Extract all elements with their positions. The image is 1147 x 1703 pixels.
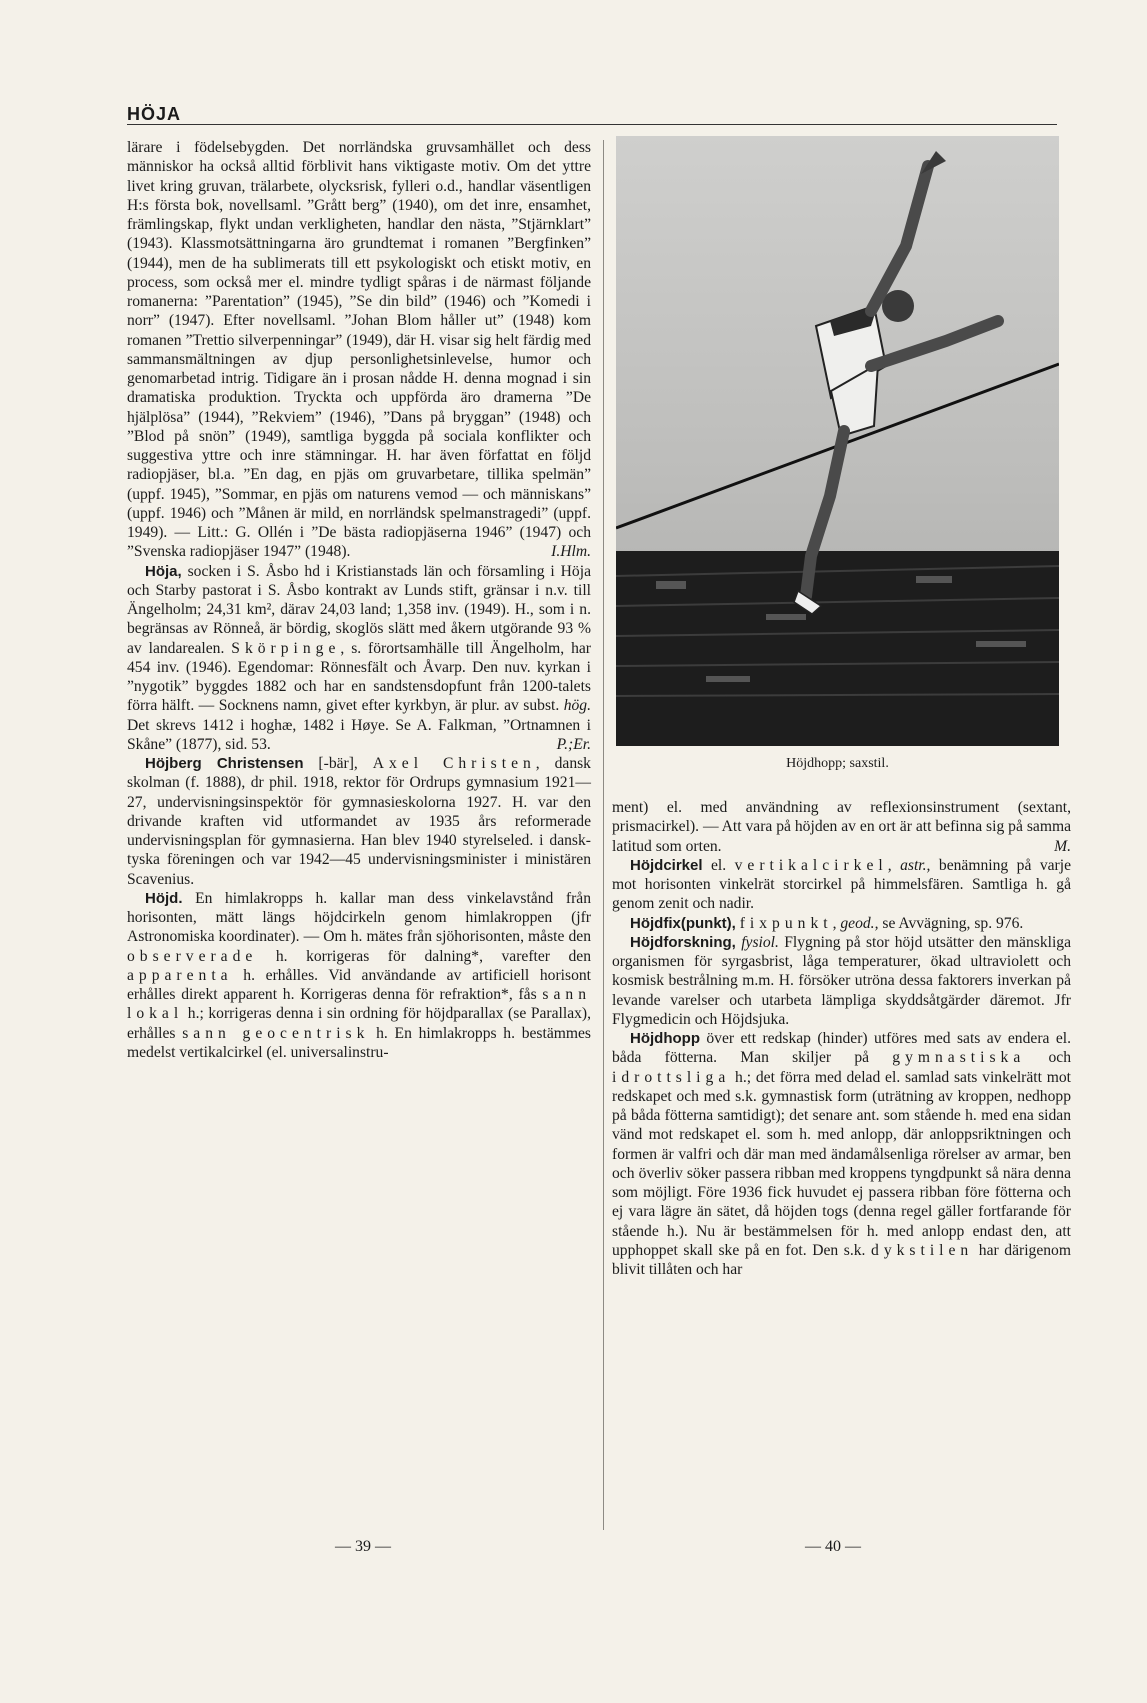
headword-hojberg: Höjberg Christensen	[145, 755, 304, 772]
page-number-left: — 39 —	[335, 1538, 391, 1555]
headword-hojd: Höjd.	[145, 889, 183, 907]
headword-hojdcirkel: Höjdcirkel	[630, 856, 703, 874]
entry-hojberg-christensen: Höjberg Christensen [-bär], Axel Christen, dansk skolman (f. 1888), dr phil. 1918, rektor för Ordrups gymnasium 1921—27, undervisningsinspektör för gymnasieskolorna 1927. H. var den drivande kraften vid utformandet av 1935 års reformerade undervisningsplan för gymnasierna. Han blev 1940 styrelseled. i dansk-tyska föreningen och var 1942—45 undervisningsminister i ministären Scavenius.	[127, 755, 591, 888]
entry-hoja: Höja, socken i S. Åsbo hd i Kristianstads län och församling i Höja och Starby pastorat i S. Åsbo kontrakt av Lunds stift, gränsar i n.v. till Ängelholm; 24,31 km², därav 24,03 land; 1,358 inv. (1949). H., som i n. begränsas av Rönneå, är bördig, skoglös slätt med åkern utgörande 93 % av landarealen. Skörpinge, s. förortsamhälle till Ängelholm, har 454 inv. (1946). Egendomar: Rönnesfält och Åvarp. Den nuv. kyrkan i ”nygotik” byggdes 1882 och har en sandstensdopfunt från 1200-talets förra hälft. — Socknens namn, givet efter kyrkbyn, är plur. av subst. hög. Det skrevs 1412 i hoghæ, 1482 i Høye. Se A. Falkman, ”Ortnamnen i Skåne” (1877), sid. 53. P.;Er.	[127, 562, 591, 753]
author-signature: I.Hlm.	[551, 543, 591, 561]
entry-hojdfix: Höjdfix(punkt), fixpunkt, geod., se Avvägning, sp. 976.	[630, 914, 1024, 932]
entry-hojdforskning: Höjdforskning, fysiol. Flygning på stor höjd utsätter den mänskliga organismen för syrgasbrist, låga temperaturer, ökad ultraviolett och kosmisk bestrålning m.m. H. försöker utröna dessa faktorers inverkan på levande varelser och utarbeta lämpliga skyddsåtgärder däremot. Jfr Flygmedicin och Höjdsjuka.	[612, 933, 1071, 1028]
headword-hoja: Höja,	[145, 562, 182, 580]
running-head: HÖJA	[127, 104, 182, 124]
entry-hojdcirkel: Höjdcirkel el. vertikalcirkel, astr., benämning på varje mot horisonten vinkelrät storcirkel på himmelsfären. Samtliga h. gå genom zenit och nadir.	[612, 856, 1071, 913]
headword-hojdhopp: Höjdhopp	[630, 1030, 700, 1047]
left-column	[127, 138, 591, 1062]
paragraph-hojd-continued: ment) el. med användning av reflexionsinstrument (sextant, prismacirkel). — Att vara på höjden av en ort är att befinna sig på samma latitud som orten. M.	[612, 799, 1071, 855]
high-jump-photo	[616, 136, 1059, 746]
running-head-rule	[127, 104, 1057, 125]
headword-hojdfix: Höjdfix(punkt),	[630, 914, 736, 932]
paragraph-hulden-continued: lärare i födelsebygden. Det norrländska gruvsamhället och dess människor ha också alltid förblivit hans viktigaste motiv. Om det yttre livet kring gruvan, trälarbete, olycksrisk, fylleri o.d., handlar väsentligen H:s första bok, novellsaml. ”Grått berg” (1940), om det inre, ensamhet, främlingskap, flykt undan verkligheten, handlar den nästa, ”Stjärnklart” (1943). Klassmotsättningarna äro grundtemat i romanen ”Bergfinken” (1944), men de ha sublimerats till ett psykologiskt och etiskt motiv, en process, som också mer el. mindre tydligt spåras i de närmast följande romanerna: ”Parentation” (1945), ”Se din bild” (1946) och ”Komedi i norr” (1947). Efter novellsaml. ”Johan Blom håller ut” (1948) kom romanen ”Trettio silverpenningar” (1949), där H. visar sig helt färdig med sammansmältningen av djup personlighetsinlevelse, humor och genomarbetad intrig. Tidigare än i prosan nådde H. denna mognad i sin dramatiska produktion. Tryckta och uppförda äro dramerna ”De hjälplösa” (1944), ”Rekviem” (1946), ”Dans på bryggan” (1948) och ”Blod på snön” (1949), samtliga byggda på sociala konflikter och suggestiva yttre och inre stämningar. H. har även författat en följd radiopjäser, bl.a. ”En dag, en pjäs om gruvarbetare, tillika spelmän” (uppf. 1945), ”Sommar, en pjäs om naturens vemod — och människans” (uppf. 1946) och ”Månen är mild, en norrländsk spelmanstragedi” (uppf. 1949). — Litt.: G. Ollén i ”De bästa radiopjäserna 1946” (1947) och ”Svenska radiopjäser 1947” (1948). I.Hlm.	[127, 139, 591, 561]
column-divider	[603, 140, 604, 1530]
author-signature: M.	[1054, 837, 1071, 855]
right-column	[612, 798, 1071, 1279]
headword-hojdforskning: Höjdforskning,	[630, 933, 736, 951]
figure-caption: Höjdhopp; saxstil.	[786, 756, 889, 771]
page-number-right: — 40 —	[805, 1538, 861, 1555]
author-signature: P.;Er.	[556, 735, 591, 753]
entry-hojdhopp: Höjdhopp över ett redskap (hinder) utföres med sats av endera el. båda fötterna. Man skiljer på gymnastiska och idrottsliga h.; det förra med delad el. samlad sats vinkelrätt mot redskapet och med s.k. gymnastisk form (uträtning av kroppen, nedhopp på båda fötterna samtidigt); det senare ant. som stående h. med ena sidan vänd mot redskapet el. som h. med anlopp, där anloppsriktningen och formen är valfri och där man med ändamålsenliga rörelser av armar, ben och överliv söker passera ribban med kroppens tyngdpunkt så nära denna som möjligt. Före 1936 fick huvudet ej passera ribban före fötterna och ej vara lägre än sätet, då höjden togs (denna regel gäller fortfarande för stående h.). Nu är bestämmelsen för h. med anlopp endast den, att upphoppet skall ske på en fot. Den s.k. dykstilen har därigenom blivit tillåten och har	[612, 1030, 1071, 1278]
entry-hojd: Höjd. En himlakropps h. kallar man dess vinkelavstånd från horisonten, mätt längs höjdcirkeln genom himlakroppen (jfr Astronomiska koordinater). — Om h. mätes från sjöhorisonten, måste den observerade h. korrigeras för dalning*, varefter den apparenta h. erhålles. Vid användande av artificiell horisont erhålles direkt apparent h. Korrigeras denna för refraktion*, fås sann lokal h.; korrigeras denna i sin ordning för höjdparallax (se Parallax), erhålles sann geocentrisk h. En himlakropps h. bestämmes medelst vertikalcirkel (el. universalinstru-	[127, 889, 591, 1061]
